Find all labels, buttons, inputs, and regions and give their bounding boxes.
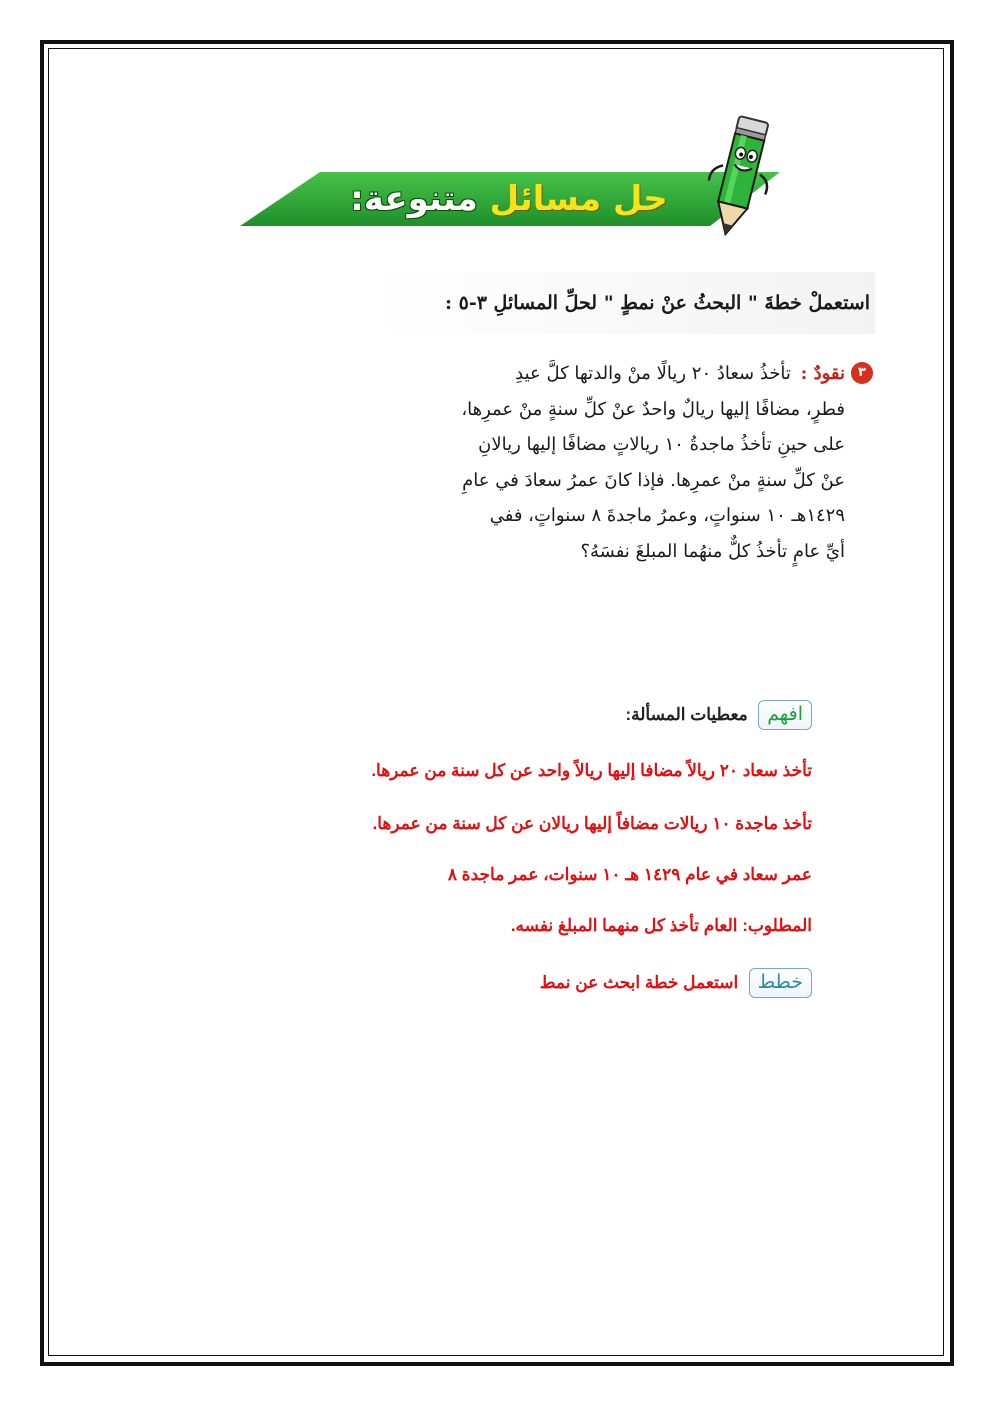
required-line: المطلوب: العام تأخذ كل منهما المبلغ نفسه.: [510, 916, 812, 935]
given-line: عمر سعاد في عام ١٤٢٩ هـ ١٠ سنوات، عمر ماجدة ٨: [447, 865, 812, 884]
plan-text: استعمل خطة ابحث عن نمط: [539, 973, 739, 992]
problem-line: [370, 356, 845, 392]
instruction-text: استعملْ خطةَ " البحثُ عنْ نمطٍ " لحلِّ المسائلِ ٣-٥ :: [444, 292, 870, 314]
problem-line: ١٤٢٩هـ ١٠ سنواتٍ، وعمرُ ماجدةَ ٨ سنواتٍ، ففي: [489, 505, 845, 526]
understand-tag: افهم: [758, 700, 812, 730]
banner-title: [324, 174, 694, 224]
problem-number-badge: ٣: [851, 362, 873, 384]
givens-heading: معطيات المسألة:: [625, 705, 748, 724]
title-banner: [240, 170, 780, 228]
plan-tag: خطط: [749, 968, 812, 998]
givens-heading-row: [625, 700, 812, 730]
problem-line: أيِّ عامٍ تأخذُ كلٌّ منهُما المبلغَ نفسَهُ؟: [580, 540, 845, 562]
banner-title-yellow: حل مسائل: [489, 179, 668, 219]
problem-line: فطرٍ، مضافًا إليها ريالٌ واحدٌ عنْ كلِّ سنةٍ منْ عمرِها،: [461, 398, 845, 420]
problem-text: [370, 356, 845, 569]
problem-line-text: تأخذُ سعادُ ٢٠ ريالًا منْ والدتها كلَّ عيدِ: [515, 363, 791, 384]
given-line: تأخذ سعاد ٢٠ ريالاً مضافا إليها ريالاً واحد عن كل سنة من عمرها.: [371, 761, 812, 780]
banner-title-white: متنوعة:: [350, 179, 478, 219]
problem-line: على حينِ تأخذُ ماجدةُ ١٠ ريالاتٍ مضافًا إليها ريالانِ: [478, 434, 845, 455]
problem-line: عنْ كلِّ سنةٍ منْ عمرِها. فإذا كانَ عمرُ سعادَ في عامِ: [462, 469, 845, 491]
plan-row: [540, 968, 812, 998]
given-line: تأخذ ماجدة ١٠ ريالات مضافاً إليها ريالان عن كل سنة من عمرها.: [372, 814, 812, 833]
pencil-mascot-icon: [700, 110, 780, 250]
problem-label: نقودٌ :: [800, 363, 845, 384]
